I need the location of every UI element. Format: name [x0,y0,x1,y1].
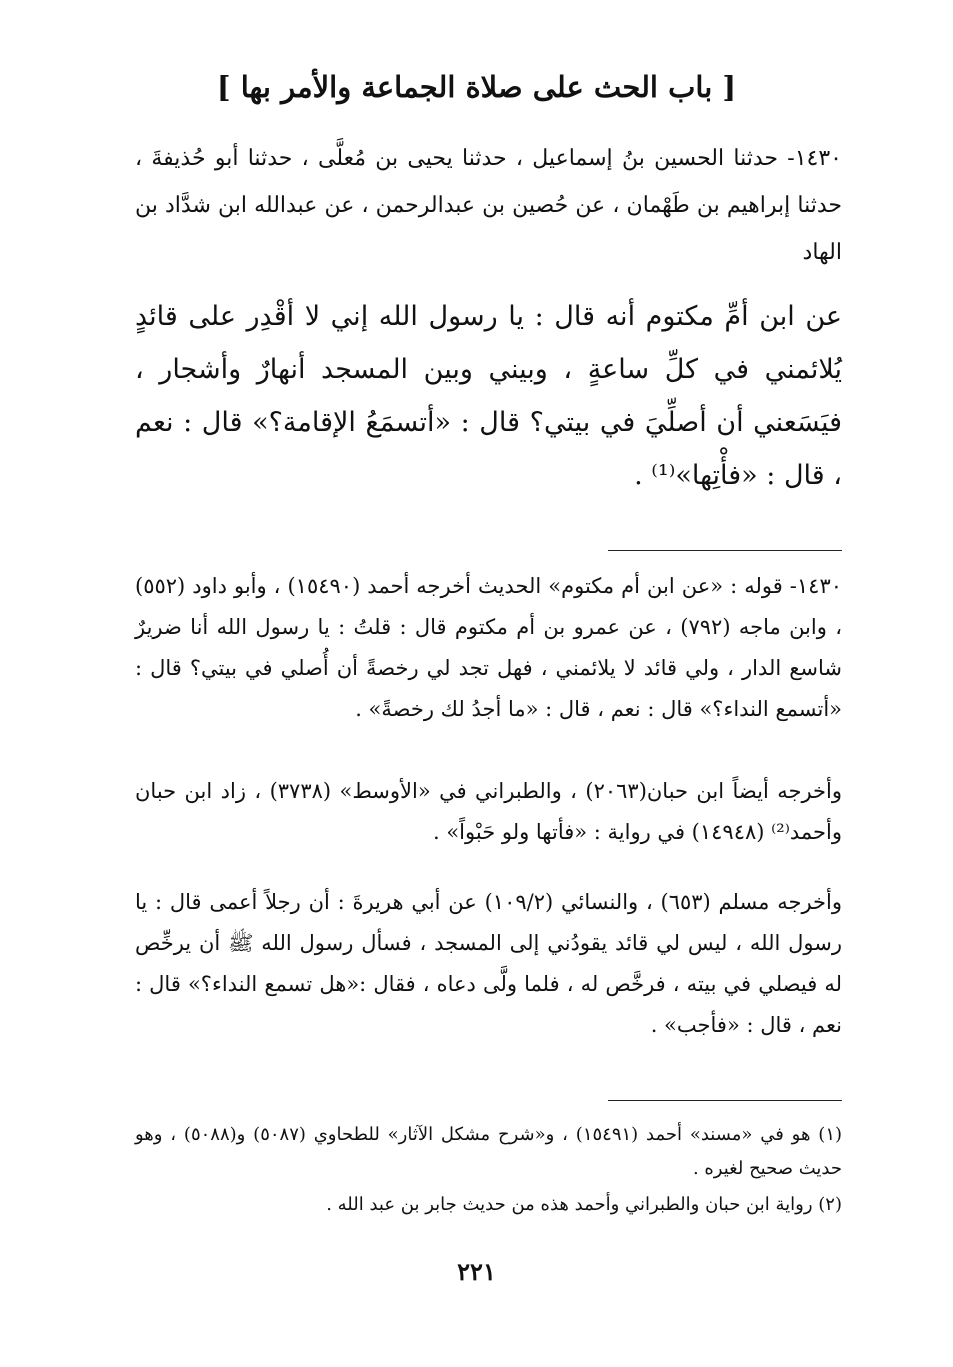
hadith-matn: عن ابن أمِّ مكتوم أنه قال : يا رسول الله إني لا أقْدِر على قائدٍ يُلائمني في كلِّ ساعةٍ ، وبيني وبين المسجد أنهارٌ وأشجار ، فيَسَعني أن أصلِّيَ في بيتي؟ قال : «أتسمَعُ الإقامة؟» قال : نعم ، قال : «فأْتِها»⁽¹⁾ . [135,301,842,491]
footnote-1: (١) هو في «مسند» أحمد (١٥٤٩١) ، و«شرح مشكل الآثار» للطحاوي (٥٠٨٧) و(٥٠٨٨) ، وهو حديث صحيح لغيره . [135,1124,843,1179]
footnote-separator [608,1100,842,1101]
commentary-paragraph-1: ١٤٣٠- قوله : «عن ابن أم مكتوم» الحديث أخرجه أحمد (١٥٤٩٠) ، وأبو داود (٥٥٢) ، وابن ماجه (٧٩٢) ، عن عمرو بن أم مكتوم قال : قلتُ : يا رسول الله أنا ضريرٌ شاسع الدار ، ولي قائد لا يلائمني ، فهل تجد لي رخصةً أن أُصلي في بيتي؟ قال : «أتسمع النداء؟» قال : نعم ، قال : «ما أجدُ لك رخصةً» . [135,574,843,721]
commentary-paragraph-2: وأخرجه أيضاً ابن حبان(٢٠٦٣) ، والطبراني في «الأوسط» (٣٧٣٨) ، زاد ابن حبان وأحمد⁽²⁾ (١٤٩٤٨) في رواية : «فأتها ولو حَبْواً» . [135,779,842,844]
chapter-title: [ باب الحث على صلاة الجماعة والأمر بها ] [216,70,737,104]
footnote-2: (٢) رواية ابن حبان والطبراني وأحمد هذه من حديث جابر بن عبد الله . [326,1194,842,1215]
page-number: ٢٢١ [457,1257,496,1286]
separator-line [608,550,842,551]
commentary-paragraph-3: وأخرجه مسلم (٦٥٣) ، والنسائي (١٠٩/٢) عن أبي هريرةَ : أن رجلاً أعمى قال : يا رسول الله ، ليس لي قائد يقودُني إلى المسجد ، فسأل رسول الله ﷺ أن يرخِّص له فيصلي في بيته ، فرخَّص له ، فلما ولَّى دعاه ، فقال :«هل تسمع النداء؟» قال : نعم ، قال : «فأجب» . [135,890,842,1037]
hadith-isnad: ١٤٣٠- حدثنا الحسين بنُ إسماعيل ، حدثنا يحيى بن مُعلَّى ، حدثنا أبو حُذيفةَ ، حدثنا إبراهيم بن طَهْمان ، عن حُصين بن عبدالرحمن ، عن عبدالله ابن شدَّاد بن الهاد [135,146,842,265]
